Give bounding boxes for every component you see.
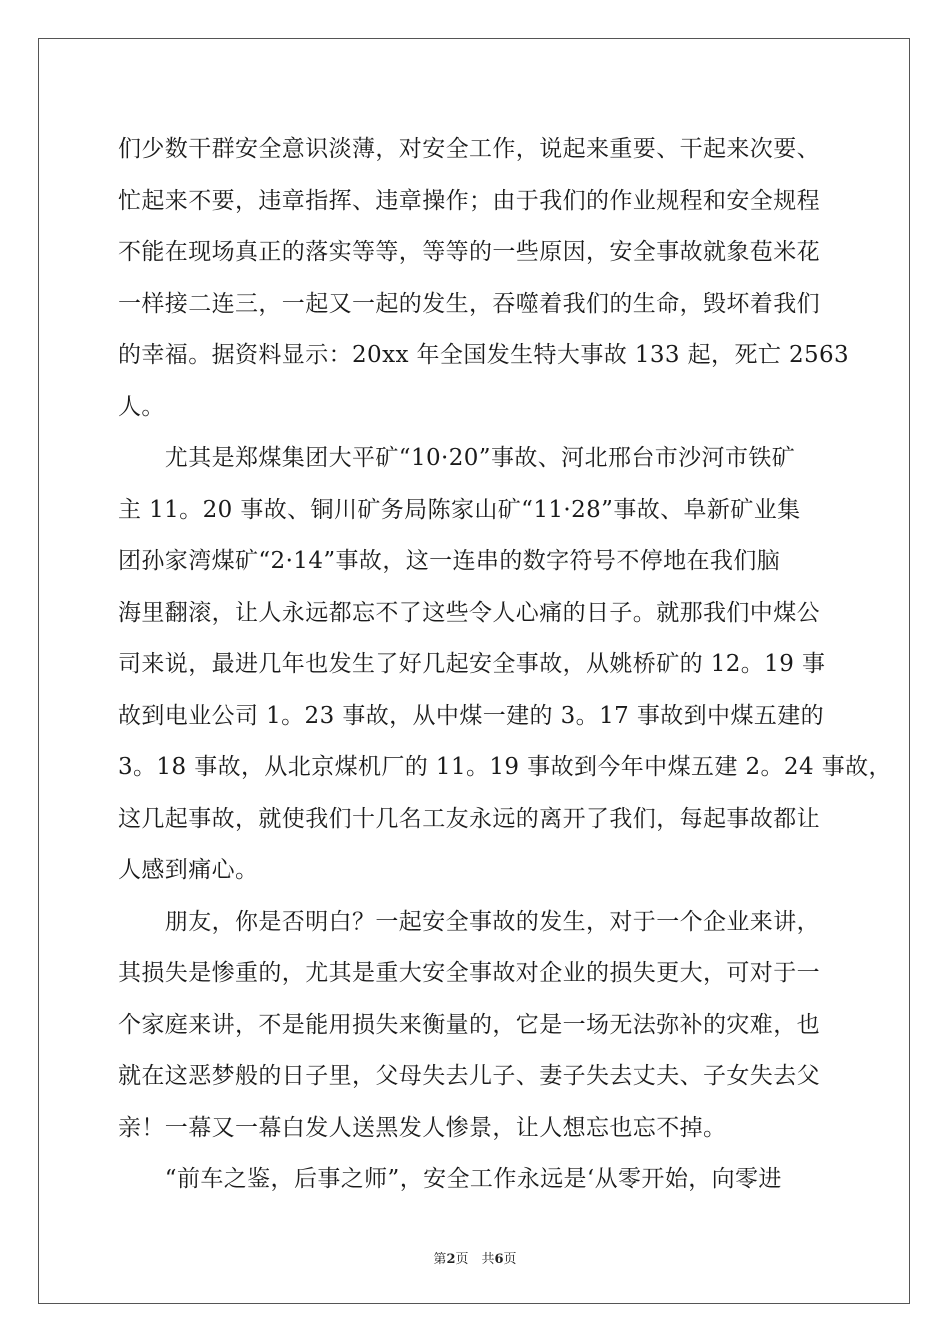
text-line: 亲！一幕又一幕白发人送黑发人惨景，让人想忘也忘不掉。 bbox=[118, 1114, 727, 1141]
text-line: 司来说，最进几年也发生了好几起安全事故，从姚桥矿的 12。19 事 bbox=[118, 651, 826, 677]
text-line: 的幸福。据资料显示：20xx 年全国发生特大事故 133 起，死亡 2563 bbox=[118, 342, 850, 368]
text-line: 一样接二连三，一起又一起的发生，吞噬着我们的生命，毁坏着我们 bbox=[118, 290, 820, 317]
text-line: 这几起事故，就使我们十几名工友永远的离开了我们，每起事故都让 bbox=[118, 805, 820, 832]
page-number-prefix: 第 bbox=[433, 1252, 447, 1267]
text-line: 不能在现场真正的落实等等，等等的一些原因，安全事故就象苞米花 bbox=[118, 239, 820, 265]
text-line: 人。 bbox=[118, 393, 165, 420]
text-line: “前车之鉴，后事之师”，安全工作永远是‘从零开始，向零进 bbox=[118, 1166, 782, 1192]
text-line: 3。18 事故，从北京煤机厂的 11。19 事故到今年中煤五建 2。24 事故， bbox=[118, 754, 892, 780]
text-line: 个家庭来讲，不是能用损失来衡量的，它是一场无法弥补的灾难，也 bbox=[118, 1011, 820, 1038]
text-line: 就在这恶梦般的日子里，父母失去儿子、妻子失去丈夫、子女失去父 bbox=[118, 1063, 820, 1089]
current-page-number: 2 bbox=[446, 1252, 456, 1267]
text-line: 们少数干群安全意识淡薄，对安全工作，说起来重要、干起来次要、 bbox=[118, 136, 820, 162]
text-line: 尤其是郑煤集团大平矿“10·20”事故、河北邢台市沙河市铁矿 bbox=[118, 445, 796, 471]
text-line: 忙起来不要，违章指挥、违章操作；由于我们的作业规程和安全规程 bbox=[118, 187, 820, 214]
text-line: 团孙家湾煤矿“2·14”事故，这一连串的数字符号不停地在我们脑 bbox=[118, 548, 781, 574]
page-footer bbox=[0, 1248, 950, 1267]
document-body bbox=[118, 124, 892, 1206]
text-line: 朋友，你是否明白？一起安全事故的发生，对于一个企业来讲， bbox=[118, 908, 820, 935]
text-line: 故到电业公司 1。23 事故，从中煤一建的 3。17 事故到中煤五建的 bbox=[118, 702, 825, 729]
text-line: 主 11。20 事故、铜川矿务局陈家山矿“11·28”事故、阜新矿业集 bbox=[118, 496, 801, 523]
page-number-suffix: 页 bbox=[503, 1252, 517, 1267]
text-line: 其损失是惨重的，尤其是重大安全事故对企业的损失更大，可对于一 bbox=[118, 960, 820, 986]
total-page-count: 6 bbox=[494, 1252, 504, 1267]
page-number-separator: 页 共 bbox=[455, 1252, 495, 1267]
text-line: 海里翻滚，让人永远都忘不了这些令人心痛的日子。就那我们中煤公 bbox=[118, 599, 820, 626]
text-line: 人感到痛心。 bbox=[118, 857, 259, 883]
